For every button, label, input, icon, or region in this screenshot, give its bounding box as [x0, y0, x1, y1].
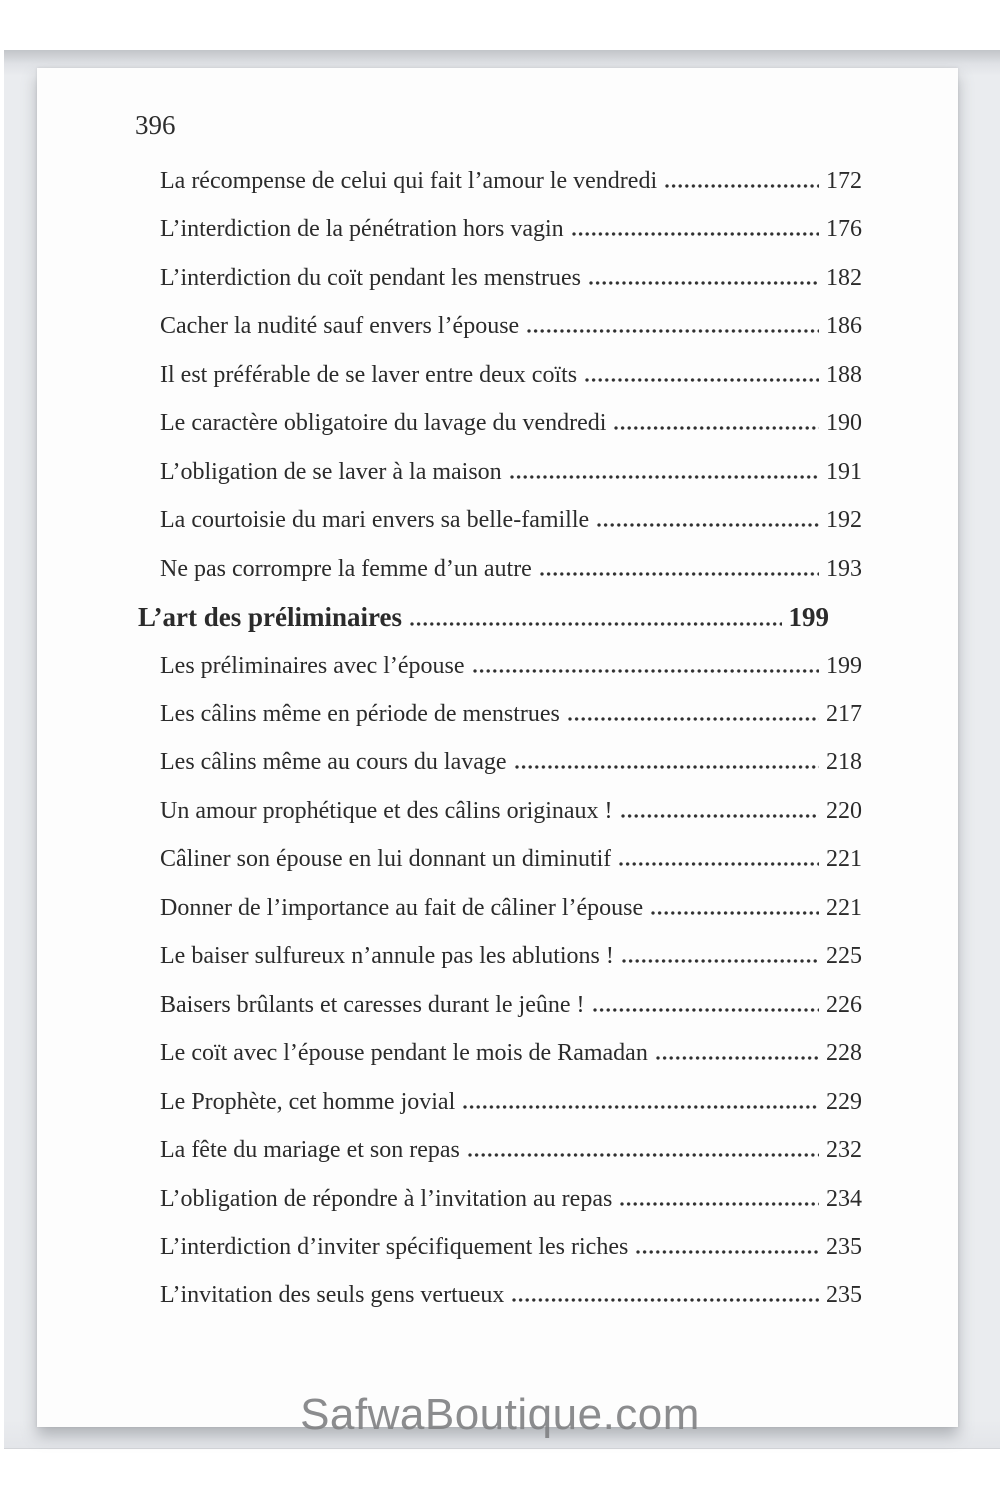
toc-entry-page: 172 — [826, 168, 862, 194]
dot-leader — [589, 281, 819, 285]
dot-leader — [572, 232, 819, 236]
toc-entry-title: L’art des préliminaires — [138, 602, 402, 633]
toc-entry-title: Ne pas corrompre la femme d’un autre — [160, 555, 532, 582]
toc-entry-title: La courtoisie du mari envers sa belle-famille — [160, 507, 590, 534]
page-number: 396 — [135, 110, 176, 140]
toc-entry-page: 199 — [826, 652, 862, 679]
toc-entry-title: Câliner son épouse en lui donnant un diminutif — [160, 846, 612, 873]
watermark-text: SafwaBoutique.com — [300, 1390, 700, 1439]
toc-entry — [160, 835, 862, 883]
toc-entry-title: Le caractère obligatoire du lavage du vendredi — [160, 410, 607, 437]
toc-entry-page: 193 — [826, 555, 862, 582]
toc-entry-page: 229 — [826, 1088, 862, 1115]
dot-leader — [463, 1105, 819, 1109]
dot-leader — [651, 911, 819, 915]
toc-entry-page: 176 — [826, 216, 862, 243]
toc-entry — [138, 593, 829, 641]
toc-entry-title: Les câlins même en période de menstrues — [160, 700, 560, 727]
dot-leader — [512, 1298, 819, 1302]
toc-entry-page: 186 — [826, 313, 862, 340]
toc-entry — [160, 932, 862, 980]
dot-leader — [568, 717, 819, 721]
dot-leader — [597, 523, 819, 527]
dot-leader — [515, 765, 819, 769]
toc-entry-title: Le baiser sulfureux n’annule pas les ablutions ! — [160, 943, 614, 970]
toc-entry — [160, 254, 862, 302]
table-of-contents — [138, 157, 862, 1320]
dot-leader — [510, 475, 819, 479]
toc-entry — [160, 205, 862, 253]
dot-leader — [540, 572, 819, 576]
toc-entry-title: Baisers brûlants et caresses durant le jeûne ! — [160, 991, 585, 1018]
dot-leader — [410, 622, 782, 626]
dot-leader — [468, 1153, 819, 1157]
toc-entry — [160, 302, 862, 350]
toc-entry-title: L’obligation de se laver à la maison — [160, 458, 502, 485]
toc-entry — [160, 1175, 862, 1223]
toc-entry-page: 190 — [826, 410, 862, 437]
toc-entry-title: L’obligation de répondre à l’invitation au repas — [160, 1185, 613, 1212]
toc-entry-page: 191 — [826, 458, 862, 485]
toc-entry — [160, 1271, 862, 1319]
toc-entry-page: 218 — [826, 749, 862, 776]
toc-entry-title: Le coït avec l’épouse pendant le mois de Ramadan — [160, 1040, 648, 1067]
toc-entry-title: Les câlins même au cours du lavage — [160, 749, 507, 776]
dot-leader — [614, 426, 819, 430]
toc-entry — [160, 545, 862, 593]
toc-entry — [160, 787, 862, 835]
dot-leader — [473, 669, 819, 673]
toc-entry — [160, 1029, 862, 1077]
toc-entry — [160, 642, 862, 690]
toc-entry-page: 235 — [826, 1233, 862, 1260]
toc-entry-page: 188 — [826, 361, 862, 388]
toc-entry-page: 192 — [826, 507, 862, 534]
dot-leader — [527, 329, 819, 333]
toc-entry — [160, 1126, 862, 1174]
toc-entry-title: Les préliminaires avec l’épouse — [160, 652, 465, 679]
toc-entry-title: L’interdiction d’inviter spécifiquement les riches — [160, 1233, 629, 1260]
book-page — [37, 68, 958, 1427]
dot-leader — [585, 378, 819, 382]
toc-entry-title: Il est préférable de se laver entre deux coïts — [160, 361, 578, 388]
toc-entry-title: La fête du mariage et son repas — [160, 1137, 460, 1164]
toc-entry — [160, 157, 862, 205]
toc-entry — [160, 448, 862, 496]
toc-entry-page: 199 — [788, 602, 829, 633]
dot-leader — [619, 862, 819, 866]
toc-entry-page: 235 — [826, 1282, 862, 1309]
toc-entry-page: 182 — [826, 264, 862, 291]
toc-entry — [160, 1223, 862, 1271]
toc-entry-title: L’interdiction du coït pendant les menstrues — [160, 264, 582, 291]
toc-entry-page: 220 — [826, 797, 862, 824]
toc-entry — [160, 738, 862, 786]
toc-entry — [160, 690, 862, 738]
toc-entry-title: Un amour prophétique et des câlins originaux ! — [160, 797, 613, 824]
toc-entry — [160, 351, 862, 399]
toc-entry-page: 228 — [826, 1040, 862, 1067]
toc-entry-title: Cacher la nudité sauf envers l’épouse — [160, 313, 520, 340]
toc-entry-title: L’invitation des seuls gens vertueux — [160, 1282, 505, 1309]
dot-leader — [621, 814, 819, 818]
toc-entry-page: 217 — [826, 700, 862, 727]
dot-leader — [656, 1056, 819, 1060]
dot-leader — [620, 1202, 819, 1206]
toc-entry — [160, 496, 862, 544]
toc-entry-title: Le Prophète, cet homme jovial — [160, 1088, 456, 1115]
toc-entry — [160, 1078, 862, 1126]
toc-entry-page: 226 — [826, 991, 862, 1018]
toc-entry-title: La récompense de celui qui fait l’amour le vendredi — [160, 168, 658, 194]
dot-leader — [665, 184, 819, 188]
toc-entry-page: 221 — [826, 846, 862, 873]
toc-entry-title: L’interdiction de la pénétration hors vagin — [160, 216, 564, 243]
toc-entry-page: 221 — [826, 894, 862, 921]
toc-entry — [160, 884, 862, 932]
toc-entry — [160, 399, 862, 447]
toc-entry-page: 234 — [826, 1185, 862, 1212]
toc-entry-page: 225 — [826, 943, 862, 970]
toc-entry — [160, 981, 862, 1029]
toc-entry-page: 232 — [826, 1137, 862, 1164]
dot-leader — [636, 1250, 819, 1254]
dot-leader — [622, 959, 819, 963]
toc-entry-title: Donner de l’importance au fait de câliner l’épouse — [160, 894, 644, 921]
dot-leader — [593, 1008, 819, 1012]
